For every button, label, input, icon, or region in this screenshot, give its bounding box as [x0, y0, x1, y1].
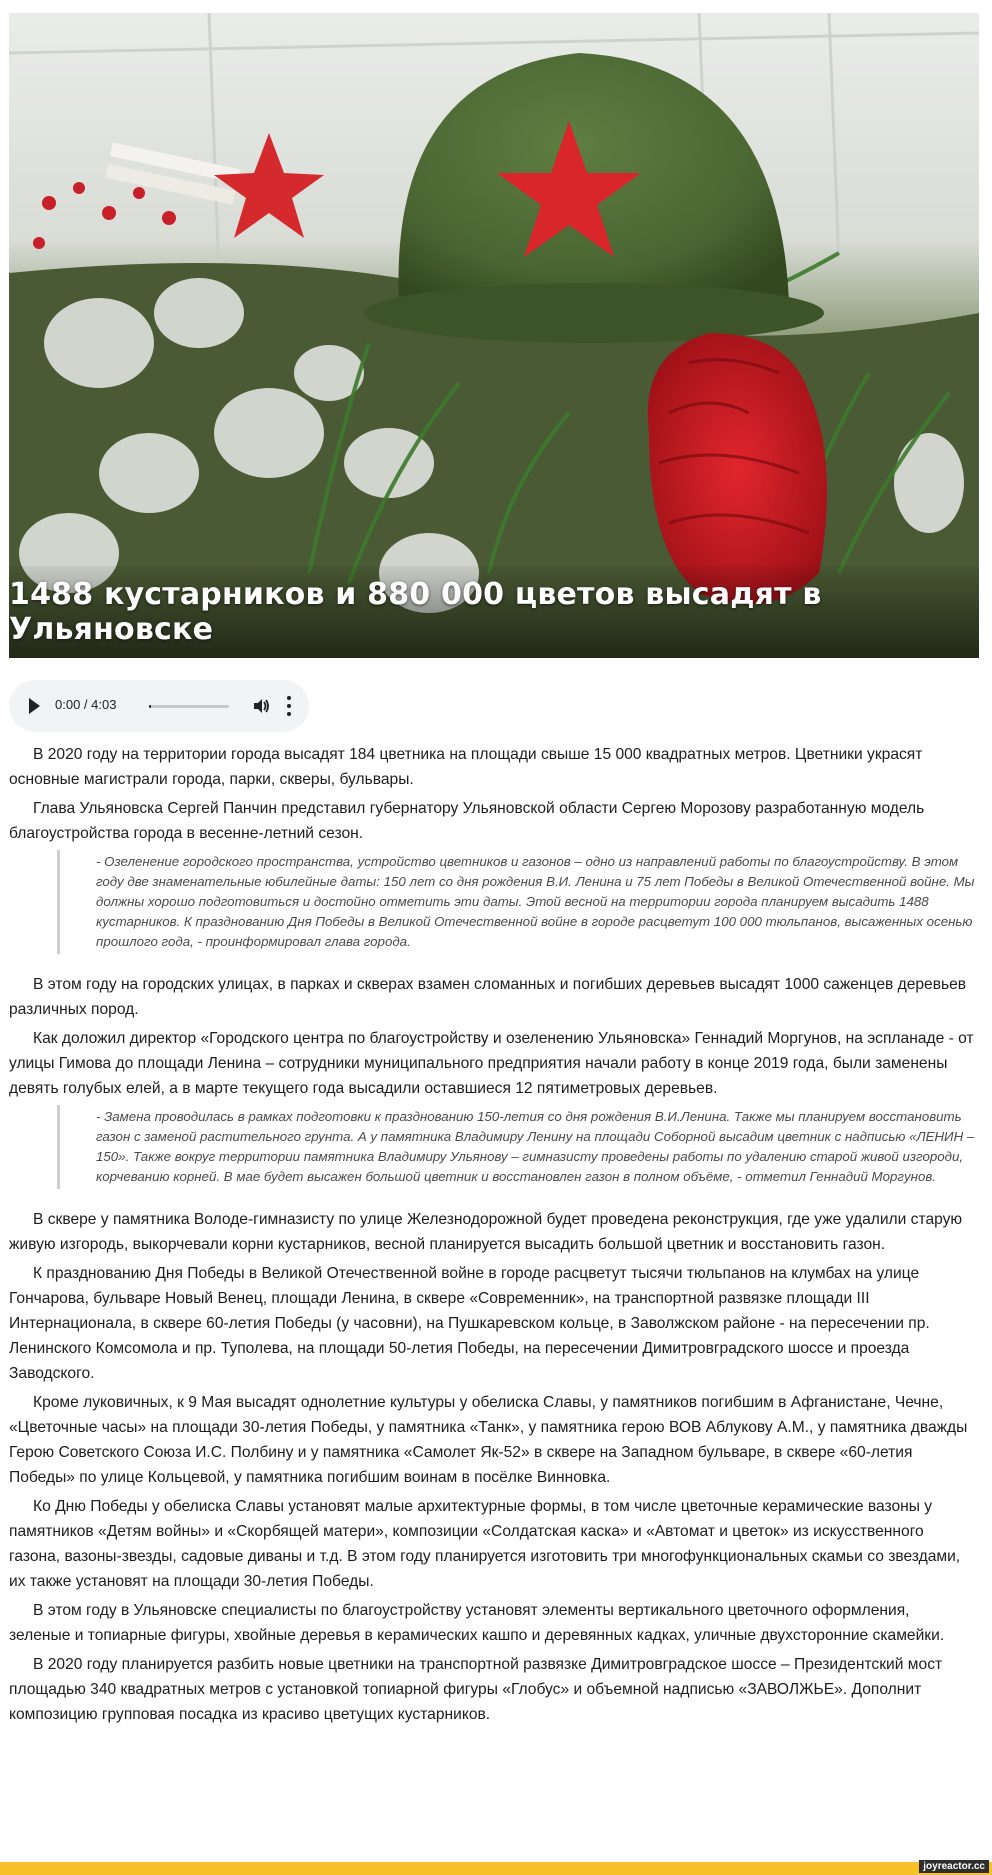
paragraph: В этом году в Ульяновске специалисты по благоустройству установят элементы вертикального цветочного оформления, зеленые и топиарные фигуры, хвойные деревья в керамических кашпо и деревянных кадках, уличные двухсторонние скамейки. — [9, 1602, 945, 1644]
hero-title-overlay — [9, 566, 979, 658]
quote-text: - Озеленение городского пространства, устройство цветников и газонов – одно из направлений работы по благоустройству. В этом году две знаменательные юбилейные даты: 150 лет со дня рождения В.И. Ленина и 75 лет Победы в Великой Отечественной войне. Мы должны хорошо подготовиться и достойно отметить эти даты. Этой весной на территории города планируем высадить 1488 кустарников. К празднованию Дня Победы в Великой Отечественной войне в городе расцветут 100 000 тюльпанов, высаженных осенью прошлого года, - проинформировал глава города. — [96, 854, 975, 949]
paragraph: Глава Ульяновска Сергей Панчин представил губернатору Ульяновской области Сергею Морозову разработанную модель благоустройства города в весенне-летний сезон. — [9, 800, 925, 842]
audio-player[interactable] — [9, 680, 309, 732]
paragraph: В сквере у памятника Володе-гимназисту по улице Железнодорожной будет проведена реконструкция, где уже удалили старую живую изгородь, выкорчевали корни кустарников, весной планируется высадить большой цветник и восстановить газон. — [9, 1211, 963, 1253]
hero-title: 1488 кустарников и 880 000 цветов высадят в Ульяновске — [9, 577, 822, 647]
audio-time: 0:00 / 4:03 — [55, 697, 117, 712]
bottom-bar — [0, 1862, 992, 1875]
more-options-icon[interactable] — [287, 696, 291, 716]
paragraph: В 2020 году планируется разбить новые цветники на транспортной развязке Димитровградское шоссе – Президентский мост площадью 340 квадратных метров с установкой топиарной фигуры «Глобус» и объемной надписью «ЗАВОЛЖЬЕ». Дополнит композицию групповая посадка из красиво цветущих кустарников. — [9, 1656, 943, 1723]
blockquote — [57, 850, 975, 954]
paragraph: В 2020 году на территории города высадят 184 цветника на площади свыше 15 000 квадратных метров. Цветники украсят основные магистрали города, парки, скверы, бульвары. — [9, 746, 923, 788]
audio-seek-progress — [149, 705, 151, 708]
quote-text: - Замена проводилась в рамках подготовки к празднованию 150-летия со дня рождения В.И.Ленина. Также мы планируем восстановить газон с заменой растительного грунта. А у памятника Владимиру Ленину на площади Соборной высадим цветник с надписью «ЛЕНИН – 150». Также вокруг территории памятника Владимиру Ульянову – гимназисту проведены работы по удалению старой живой изгороди, корчеванию корней. В мае будет высажен большой цветник и восстановлен газон в полном объёме, - отметил Геннадий Моргунов. — [96, 1109, 975, 1184]
hero-illustration — [9, 13, 979, 658]
audio-seek-bar[interactable] — [149, 705, 229, 708]
volume-icon[interactable] — [252, 697, 270, 715]
play-icon[interactable] — [29, 698, 40, 714]
article-body — [9, 742, 975, 1731]
hero-image — [9, 13, 979, 658]
blockquote — [57, 1105, 975, 1189]
site-watermark: joyreactor.cc — [919, 1860, 989, 1873]
paragraph: В этом году на городских улицах, в парках и скверах взамен сломанных и погибших деревьев высадят 1000 саженцев деревьев различных пород. — [9, 976, 967, 1018]
paragraph: Кроме луковичных, к 9 Мая высадят однолетние культуры у обелиска Славы, у памятников погибшим в Афганистане, Чечне, «Цветочные часы» на площади 30-летия Победы, у памятника «Танк», у памятника герою ВОВ Аблукову А.М., у памятника дважды Герою Советского Союза И.С. Полбину и у памятника «Самолет Як-52» в сквере на Западном бульваре, в сквере «60-летия Победы» по улице Кольцевой, у памятника погибшим воинам в посёлке Винновка. — [9, 1394, 968, 1486]
paragraph: Как доложил директор «Городского центра по благоустройству и озеленению Ульяновска» Геннадий Моргунов, на эспланаде - от улицы Гимова до площади Ленина – сотрудники муниципального предприятия начали работу в конце 2019 года, были заменены девять голубых елей, а в марте текущего года высадили оставшиеся 12 пятиметровых деревьев. — [9, 1030, 974, 1097]
paragraph: К празднованию Дня Победы в Великой Отечественной войне в городе расцветут тысячи тюльпанов на клумбах на улице Гончарова, бульваре Новый Венец, площади Ленина, в сквере «Современник», на транспортной развязке площади III Интернационала, в сквере 60-летия Победы (у часовни), на Пушкаревском кольце, в Заволжском районе - на пересечении пр. Ленинского Комсомола и пр. Туполева, на площади 50-летия Победы, на пересечении Димитровградского шоссе и проезда Заводского. — [9, 1265, 930, 1382]
paragraph: Ко Дню Победы у обелиска Славы установят малые архитектурные формы, в том числе цветочные керамические вазоны у памятников «Детям войны» и «Скорбящей матери», композиции «Солдатская каска» и «Автомат и цветок» из искусственного газона, вазоны-звезды, садовые диваны и т.д. В этом году планируется изготовить три многофункциональных скамьи со звездами, их также установят на площади 30-летия Победы. — [9, 1498, 961, 1590]
